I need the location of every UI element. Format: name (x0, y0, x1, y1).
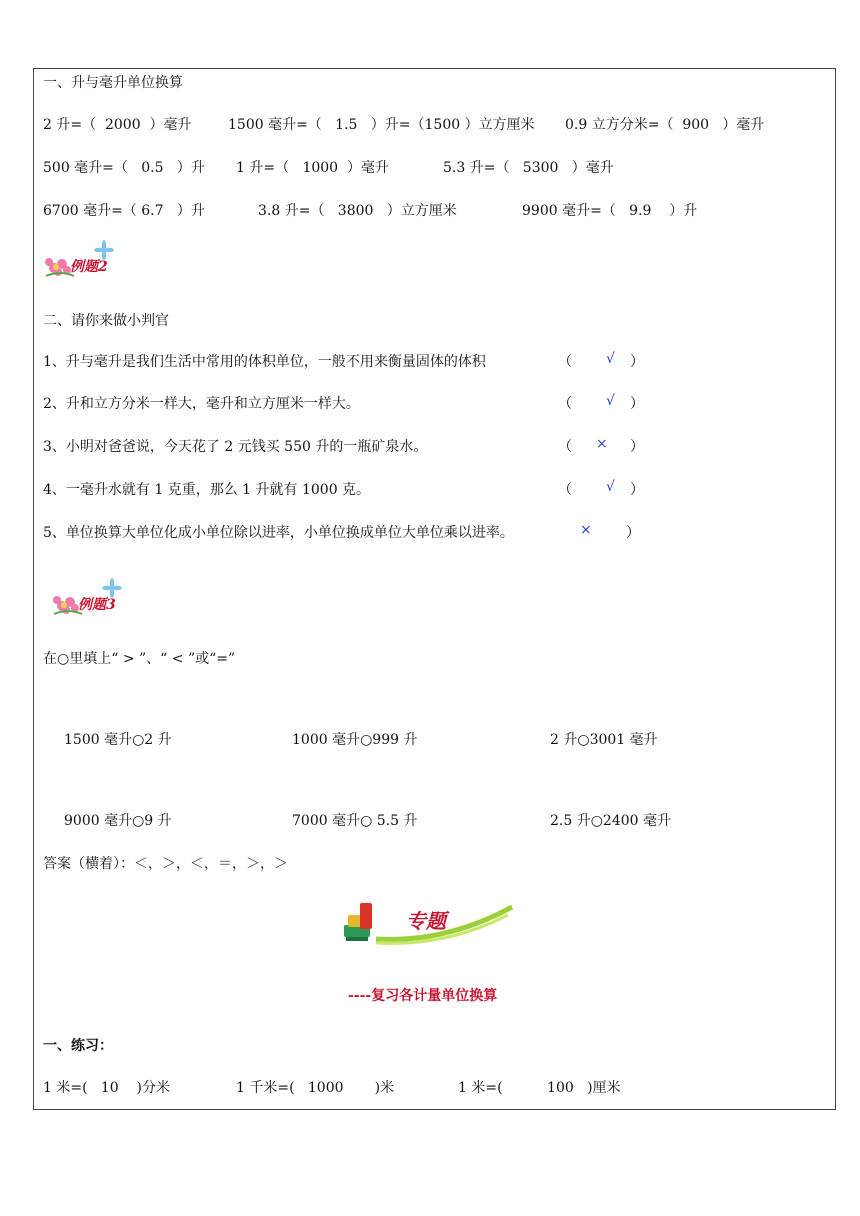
practice-title: 一、练习： (43, 1038, 113, 1054)
paren-open: （ (558, 482, 572, 498)
paren-close: ） (630, 354, 644, 370)
practice-item: 1 米=( 100 )厘米 (458, 1080, 621, 1096)
judge-item: 4、一毫升水就有 1 克重，那么 1 升就有 1000 克。 (43, 482, 371, 498)
check-mark: √ (606, 479, 615, 495)
compare-item: 2 升○3001 毫升 (550, 732, 658, 748)
badge-label: 例题3 (78, 597, 116, 613)
conversion-item: 1500 毫升=（ 1.5 ）升=（1500 ）立方厘米 (228, 117, 535, 133)
compare-item: 9000 毫升○9 升 (64, 813, 172, 829)
paren-open: （ (558, 354, 572, 370)
compare-item: 2.5 升○2400 毫升 (550, 813, 672, 829)
conversion-item: 1 升=（ 1000 ）毫升 (236, 160, 389, 176)
conversion-item: 2 升=（ 2000 ）毫升 (43, 117, 192, 133)
check-mark: √ (606, 351, 615, 367)
section3-instruction: 在○里填上“ > ”、“ < ”或“=” (43, 651, 236, 667)
badge-label: 例题2 (70, 259, 108, 275)
practice-item: 1 千米=( 1000 )米 (236, 1080, 395, 1096)
paren-open: （ (558, 439, 572, 455)
check-mark: √ (606, 393, 615, 409)
compare-item: 1500 毫升○2 升 (64, 732, 172, 748)
example-badge-3 (48, 578, 128, 622)
banner-title: 专题 (406, 909, 446, 933)
section1-title: 一、升与毫升单位换算 (43, 75, 183, 91)
paren-close: ） (630, 396, 644, 412)
cross-mark: × (596, 436, 608, 452)
conversion-item: 6700 毫升=（ 6.7 ）升 (43, 203, 205, 219)
conversion-item: 9900 毫升=（ 9.9 ）升 (522, 203, 698, 219)
judge-item: 1、升与毫升是我们生活中常用的体积单位，一般不用来衡量固体的体积 (43, 354, 486, 370)
conversion-item: 0.9 立方分米=（ 900 ）毫升 (565, 117, 765, 133)
judge-item: 5、单位换算大单位化成小单位除以进率，小单位换成单位大单位乘以进率。 (43, 525, 514, 541)
conversion-item: 5.3 升=（ 5300 ）毫升 (443, 160, 614, 176)
answer-line: 答案（横着）：＜，＞，＜，＝，＞，＞ (43, 856, 288, 872)
paren-close: ） (630, 439, 644, 455)
topic-banner (336, 895, 516, 951)
practice-item: 1 米=( 10 )分米 (43, 1080, 170, 1096)
compare-item: 7000 毫升○ 5.5 升 (292, 813, 418, 829)
cross-mark: × (580, 522, 592, 538)
compare-item: 1000 毫升○999 升 (292, 732, 418, 748)
content-frame (33, 68, 836, 1110)
example-badge-2 (40, 240, 120, 284)
judge-item: 2、升和立方分米一样大，毫升和立方厘米一样大。 (43, 396, 360, 412)
conversion-item: 500 毫升=（ 0.5 ）升 (43, 160, 205, 176)
paren-close: ） (626, 525, 640, 541)
section2-title: 二、请你来做小判官 (43, 313, 169, 329)
conversion-item: 3.8 升=（ 3800 ）立方厘米 (258, 203, 457, 219)
paren-close: ） (630, 482, 644, 498)
topic-subtitle: ----复习各计量单位换算 (348, 988, 498, 1004)
judge-item: 3、小明对爸爸说，今天花了 2 元钱买 550 升的一瓶矿泉水。 (43, 439, 428, 455)
paren-open: （ (558, 396, 572, 412)
